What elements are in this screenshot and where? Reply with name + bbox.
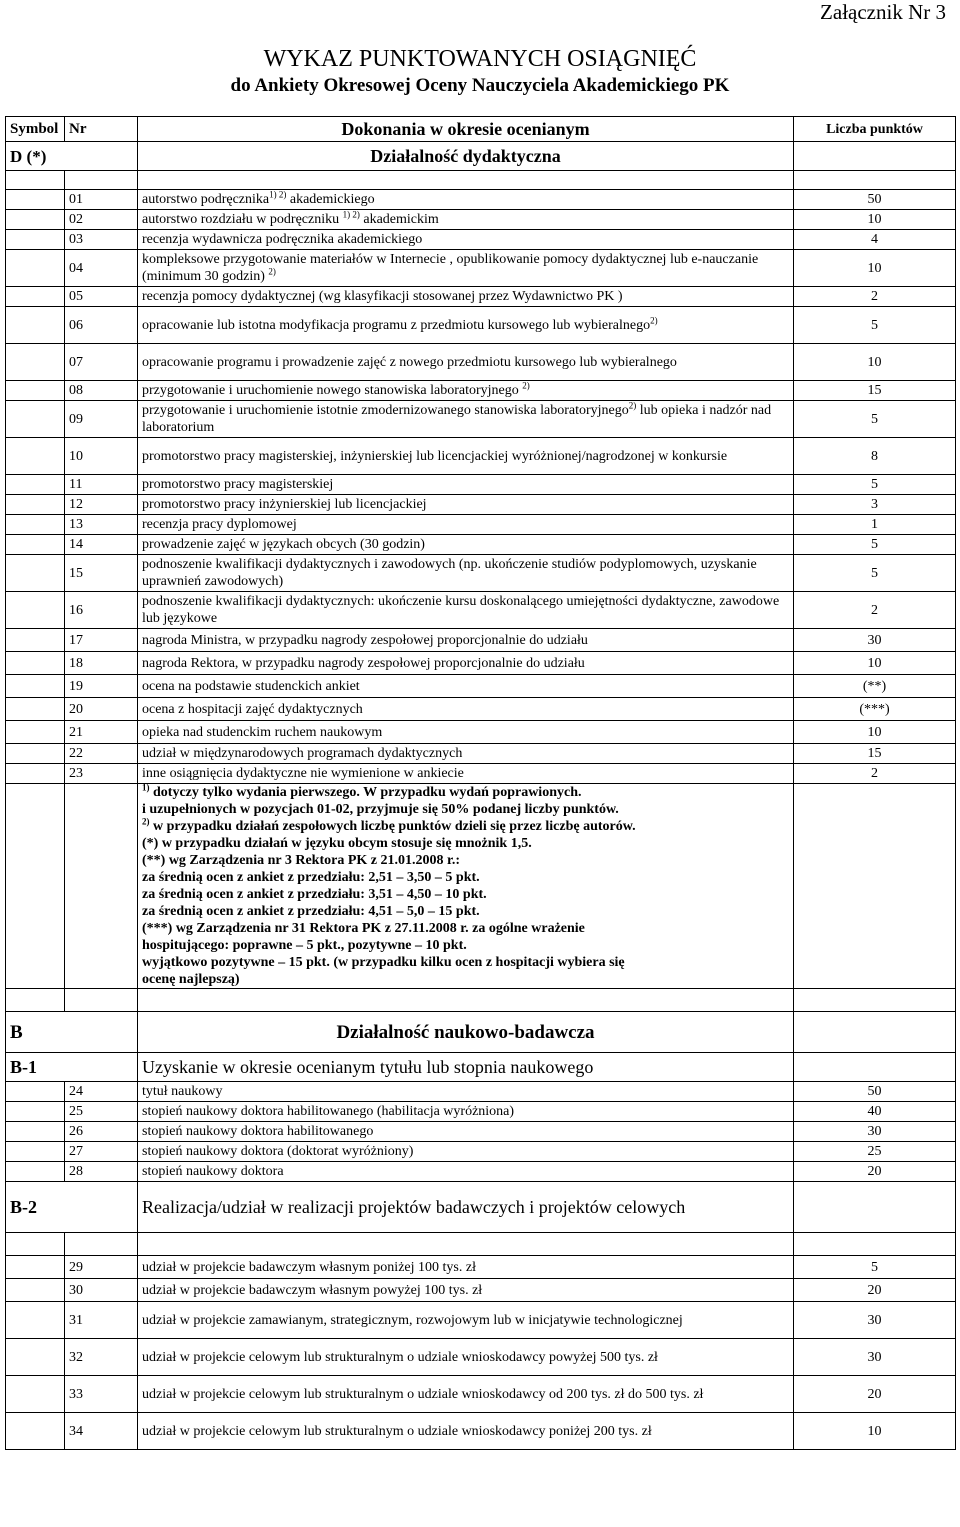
- row-nr: 13: [65, 515, 138, 535]
- note-line: [142, 801, 789, 818]
- row-nr: 15: [65, 555, 138, 592]
- header-activity: Dokonania w okresie ocenianym: [138, 117, 794, 142]
- section-b-row: [6, 1012, 956, 1053]
- footnote-ref: 2): [268, 266, 276, 277]
- row-points: 2: [794, 287, 956, 307]
- row-nr: 17: [65, 629, 138, 652]
- row-activity: [138, 438, 794, 475]
- blank-cell: [65, 1233, 138, 1256]
- blank-row: [6, 171, 956, 190]
- row-nr: 29: [65, 1256, 138, 1279]
- row-nr: 08: [65, 381, 138, 401]
- table-row: [6, 592, 956, 629]
- note-text: w przypadku działań zespołowych liczbę punktów dzieli się przez liczbę autorów.: [149, 819, 636, 834]
- note-line: [142, 954, 789, 971]
- row-activity: stopień naukowy doktora (doktorat wyróżniony): [138, 1142, 794, 1162]
- blank-cell: [794, 171, 956, 190]
- row-activity: [138, 764, 794, 784]
- row-symbol: [6, 287, 65, 307]
- activity-text-cont: akademickiego: [286, 192, 375, 207]
- row-activity: [138, 230, 794, 250]
- row-points: 40: [794, 1102, 956, 1122]
- section-b2-points: [794, 1182, 956, 1233]
- table-row: [6, 210, 956, 230]
- row-activity: [138, 652, 794, 675]
- footnote-ref: 1) 2): [269, 189, 287, 200]
- row-points: 15: [794, 744, 956, 764]
- row-points: 20: [794, 1279, 956, 1302]
- section-b-symbol: B: [6, 1012, 138, 1053]
- header-row: [6, 117, 956, 142]
- footnote-ref: 2): [628, 400, 637, 411]
- blank-cell: [6, 171, 65, 190]
- row-symbol: [6, 401, 65, 438]
- row-activity: [138, 592, 794, 629]
- activity-text: inne osiągnięcia dydaktyczne nie wymienione w ankiecie: [142, 766, 464, 781]
- row-activity: udział w projekcie celowym lub strukturalnym o udziale wnioskodawcy od 200 tys. zł do 500 tys. zł: [138, 1376, 794, 1413]
- section-b2-row: [6, 1182, 956, 1233]
- table-row: [6, 438, 956, 475]
- row-nr: 04: [65, 250, 138, 287]
- row-activity: [138, 344, 794, 381]
- note-text: za średnią ocen z ankiet z przedziału: 3,51 – 4,50 – 10 pkt.: [142, 887, 487, 902]
- section-d-points: [794, 142, 956, 171]
- section-d-title: Działalność dydaktyczna: [138, 142, 794, 171]
- blank-cell: [138, 171, 794, 190]
- header-symbol: Symbol: [6, 117, 65, 142]
- table-row: [6, 1413, 956, 1450]
- row-activity: stopień naukowy doktora habilitowanego (habilitacja wyróżniona): [138, 1102, 794, 1122]
- table-row: [6, 287, 956, 307]
- row-symbol: [6, 652, 65, 675]
- row-nr: 24: [65, 1082, 138, 1102]
- row-activity: [138, 495, 794, 515]
- blank-cell: [138, 1233, 794, 1256]
- note-text: za średnią ocen z ankiet z przedziału: 2,51 – 3,50 – 5 pkt.: [142, 870, 480, 885]
- activity-text: ocena z hospitacji zajęć dydaktycznych: [142, 701, 363, 717]
- row-points: 4: [794, 230, 956, 250]
- row-symbol: [6, 1142, 65, 1162]
- row-nr: 01: [65, 190, 138, 210]
- activity-text: udział w międzynarodowych programach dydaktycznych: [142, 746, 463, 761]
- row-activity: [138, 210, 794, 230]
- notes-cell: [138, 784, 794, 989]
- table-row: [6, 250, 956, 287]
- row-activity: [138, 721, 794, 744]
- row-symbol: [6, 230, 65, 250]
- row-nr: 21: [65, 721, 138, 744]
- section-b1-title: Uzyskanie w okresie ocenianym tytułu lub stopnia naukowego: [138, 1053, 794, 1082]
- note-line: [142, 920, 789, 937]
- table-row: [6, 1122, 956, 1142]
- row-activity: [138, 307, 794, 344]
- row-symbol: [6, 1302, 65, 1339]
- table-row: [6, 652, 956, 675]
- row-activity: udział w projekcie celowym lub strukturalnym o udziale wnioskodawcy powyżej 500 tys. zł: [138, 1339, 794, 1376]
- row-symbol: [6, 1279, 65, 1302]
- note-text: i uzupełnionych w pozycjach 01-02, przyjmuje się 50% podanej liczby punktów.: [142, 802, 619, 817]
- row-nr: 09: [65, 401, 138, 438]
- row-activity: udział w projekcie badawczym własnym poniżej 100 tys. zł: [138, 1256, 794, 1279]
- row-symbol: [6, 344, 65, 381]
- row-nr: 32: [65, 1339, 138, 1376]
- row-points: 5: [794, 535, 956, 555]
- row-points: 20: [794, 1162, 956, 1182]
- section-d-symbol: D (*): [6, 142, 138, 171]
- row-symbol: [6, 1102, 65, 1122]
- header-points: Liczba punktów: [794, 117, 956, 142]
- table-row: [6, 381, 956, 401]
- activity-text: opracowanie lub istotna modyfikacja programu z przedmiotu kursowego lub wybieralnego: [142, 317, 651, 333]
- row-points: 30: [794, 1339, 956, 1376]
- activity-text: nagroda Rektora, w przypadku nagrody zespołowej proporcjonalnie do udziału: [142, 655, 585, 671]
- row-symbol: [6, 1122, 65, 1142]
- row-points: 10: [794, 652, 956, 675]
- blank-cell: [138, 989, 794, 1012]
- row-nr: 07: [65, 344, 138, 381]
- note-text: dotyczy tylko wydania pierwszego. W przypadku wydań poprawionych.: [149, 785, 582, 800]
- document-title: WYKAZ PUNKTOWANYCH OSIĄGNIĘĆ: [263, 46, 697, 72]
- row-symbol: [6, 764, 65, 784]
- notes-row: [6, 784, 956, 989]
- note-line: [142, 886, 789, 903]
- note-text: (***) wg Zarządzenia nr 31 Rektora PK z 27.11.2008 r. za ogólne wrażenie: [142, 921, 585, 936]
- section-b1-symbol: B-1: [6, 1053, 138, 1082]
- note-line: [142, 903, 789, 920]
- row-points: 10: [794, 210, 956, 230]
- row-activity: stopień naukowy doktora: [138, 1162, 794, 1182]
- note-text: wyjątkowo pozytywne – 15 pkt. (w przypadku kilku ocen z hospitacji wybiera się: [142, 955, 625, 970]
- row-symbol: [6, 250, 65, 287]
- table-row: [6, 744, 956, 764]
- row-activity: udział w projekcie badawczym własnym powyżej 100 tys. zł: [138, 1279, 794, 1302]
- row-symbol: [6, 698, 65, 721]
- row-nr: 02: [65, 210, 138, 230]
- row-symbol: [6, 744, 65, 764]
- row-symbol: [6, 438, 65, 475]
- row-symbol: [6, 515, 65, 535]
- row-points: 30: [794, 629, 956, 652]
- section-b-title: Działalność naukowo-badawcza: [138, 1012, 794, 1053]
- activity-text: autorstwo rozdziału w podręczniku: [142, 212, 343, 227]
- row-nr: 03: [65, 230, 138, 250]
- row-symbol: [6, 307, 65, 344]
- note-marker: 1): [142, 782, 150, 793]
- table-row: [6, 344, 956, 381]
- row-activity: [138, 555, 794, 592]
- table-row: [6, 1256, 956, 1279]
- row-nr: 05: [65, 287, 138, 307]
- row-points: 3: [794, 495, 956, 515]
- row-points: (**): [794, 675, 956, 698]
- activity-text: podnoszenie kwalifikacji dydaktycznych i zawodowych (np. ukończenie studiów podyplomowych, uzyskanie uprawnień zawodowych): [142, 557, 757, 589]
- row-points: 2: [794, 592, 956, 629]
- section-b2-title: Realizacja/udział w realizacji projektów badawczych i projektów celowych: [138, 1182, 794, 1233]
- row-points: 30: [794, 1302, 956, 1339]
- note-text: za średnią ocen z ankiet z przedziału: 4,51 – 5,0 – 15 pkt.: [142, 904, 480, 919]
- note-marker: 2): [142, 816, 150, 827]
- row-nr: 23: [65, 764, 138, 784]
- activity-text: przygotowanie i uruchomienie nowego stanowiska laboratoryjnego: [142, 383, 523, 398]
- table-row: [6, 1302, 956, 1339]
- section-d-row: [6, 142, 956, 171]
- row-symbol: [6, 592, 65, 629]
- section-b2-symbol: B-2: [6, 1182, 138, 1233]
- table-row: [6, 495, 956, 515]
- note-line: [142, 818, 789, 835]
- table-row: [6, 1142, 956, 1162]
- table-row: [6, 555, 956, 592]
- achievements-table: [5, 116, 956, 1450]
- table-row: [6, 764, 956, 784]
- blank-cell: [6, 989, 65, 1012]
- row-nr: 31: [65, 1302, 138, 1339]
- activity-text: autorstwo podręcznika: [142, 192, 270, 207]
- row-nr: 28: [65, 1162, 138, 1182]
- row-activity: [138, 744, 794, 764]
- note-line: [142, 835, 789, 852]
- activity-text: recenzja pomocy dydaktycznej (wg klasyfikacji stosowanej przez Wydawnictwo PK ): [142, 289, 623, 304]
- table-row: [6, 1279, 956, 1302]
- row-points: 5: [794, 1256, 956, 1279]
- activity-text: promotorstwo pracy magisterskiej: [142, 477, 334, 492]
- row-points: 50: [794, 190, 956, 210]
- table-row: [6, 475, 956, 495]
- blank-row: [6, 1233, 956, 1256]
- activity-text: opieka nad studenckim ruchem naukowym: [142, 724, 383, 740]
- row-activity: [138, 629, 794, 652]
- blank-cell: [794, 1233, 956, 1256]
- row-activity: [138, 190, 794, 210]
- table-row: [6, 1339, 956, 1376]
- row-activity: stopień naukowy doktora habilitowanego: [138, 1122, 794, 1142]
- row-symbol: [6, 555, 65, 592]
- row-nr: 10: [65, 438, 138, 475]
- header-nr: Nr: [65, 117, 138, 142]
- notes-symbol: [6, 784, 65, 989]
- row-nr: 14: [65, 535, 138, 555]
- note-text: hospitującego: poprawne – 5 pkt., pozytywne – 10 pkt.: [142, 938, 467, 953]
- row-symbol: [6, 629, 65, 652]
- row-points: 5: [794, 555, 956, 592]
- activity-text: ocena na podstawie studenckich ankiet: [142, 678, 360, 694]
- blank-cell: [794, 989, 956, 1012]
- row-symbol: [6, 535, 65, 555]
- note-line: [142, 971, 789, 988]
- row-activity: [138, 287, 794, 307]
- activity-text: nagroda Ministra, w przypadku nagrody zespołowej proporcjonalnie do udziału: [142, 632, 588, 648]
- table-row: [6, 1376, 956, 1413]
- row-points: 5: [794, 475, 956, 495]
- row-nr: 06: [65, 307, 138, 344]
- row-activity: [138, 515, 794, 535]
- footnote-ref: 2): [522, 380, 530, 391]
- row-activity: [138, 698, 794, 721]
- row-points: 2: [794, 764, 956, 784]
- row-activity: [138, 250, 794, 287]
- row-activity: [138, 381, 794, 401]
- table-row: [6, 1082, 956, 1102]
- row-symbol: [6, 1413, 65, 1450]
- table-row: [6, 535, 956, 555]
- note-line: [142, 869, 789, 886]
- notes-points: [794, 784, 956, 989]
- row-points: 10: [794, 721, 956, 744]
- row-points: 25: [794, 1142, 956, 1162]
- row-activity: [138, 401, 794, 438]
- activity-text: recenzja pracy dyplomowej: [142, 517, 297, 532]
- activity-text-cont: akademickim: [359, 212, 439, 227]
- note-line: [142, 784, 789, 801]
- row-points: 15: [794, 381, 956, 401]
- section-b1-row: [6, 1053, 956, 1082]
- row-points: 20: [794, 1376, 956, 1413]
- activity-text: opracowanie programu i prowadzenie zajęć z nowego przedmiotu kursowego lub wybieralnego: [142, 354, 677, 370]
- activity-text: recenzja wydawnicza podręcznika akademickiego: [142, 232, 423, 247]
- row-symbol: [6, 721, 65, 744]
- row-points: (***): [794, 698, 956, 721]
- row-symbol: [6, 210, 65, 230]
- activity-text: promotorstwo pracy magisterskiej, inżynierskiej lub licencjackiej wyróżnionej/nagrodzonej w konkursie: [142, 448, 728, 464]
- row-points: 1: [794, 515, 956, 535]
- note-text: ocenę najlepszą): [142, 972, 240, 987]
- section-b-points: [794, 1012, 956, 1053]
- table-row: [6, 721, 956, 744]
- blank-row: [6, 989, 956, 1012]
- row-activity: [138, 675, 794, 698]
- table-row: [6, 401, 956, 438]
- row-nr: 25: [65, 1102, 138, 1122]
- table-row: [6, 1102, 956, 1122]
- table-row: [6, 230, 956, 250]
- blank-cell: [6, 1233, 65, 1256]
- table-row: [6, 1162, 956, 1182]
- row-points: 5: [794, 307, 956, 344]
- row-symbol: [6, 1162, 65, 1182]
- table-row: [6, 675, 956, 698]
- activity-text: prowadzenie zajęć w językach obcych (30 godzin): [142, 537, 425, 552]
- row-nr: 18: [65, 652, 138, 675]
- blank-cell: [65, 171, 138, 190]
- row-nr: 30: [65, 1279, 138, 1302]
- row-points: 8: [794, 438, 956, 475]
- row-nr: 33: [65, 1376, 138, 1413]
- row-symbol: [6, 381, 65, 401]
- row-activity: udział w projekcie zamawianym, strategicznym, rozwojowym lub w inicjatywie technologicznej: [138, 1302, 794, 1339]
- activity-text-cont: lub opieka i nadzór nad laboratorium: [142, 403, 772, 435]
- table-row: [6, 515, 956, 535]
- row-symbol: [6, 1256, 65, 1279]
- footnote-ref: 1) 2): [342, 209, 360, 220]
- row-activity: [138, 535, 794, 555]
- row-symbol: [6, 495, 65, 515]
- row-nr: 22: [65, 744, 138, 764]
- row-activity: udział w projekcie celowym lub strukturalnym o udziale wnioskodawcy poniżej 200 tys. zł: [138, 1413, 794, 1450]
- row-symbol: [6, 1082, 65, 1102]
- annex-label: Załącznik Nr 3: [820, 0, 946, 24]
- row-points: 10: [794, 1413, 956, 1450]
- row-symbol: [6, 675, 65, 698]
- row-nr: 11: [65, 475, 138, 495]
- row-activity: [138, 475, 794, 495]
- note-text: (*) w przypadku działań w języku obcym stosuje się mnożnik 1,5.: [142, 836, 532, 851]
- activity-text: przygotowanie i uruchomienie istotnie zmodernizowanego stanowiska laboratoryjnego: [142, 403, 629, 418]
- row-points: 10: [794, 344, 956, 381]
- row-points: 10: [794, 250, 956, 287]
- activity-text: podnoszenie kwalifikacji dydaktycznych: ukończenie kursu doskonalącego umiejętności dydaktyczne, zawodowe lub językowe: [142, 594, 780, 626]
- table-row: [6, 190, 956, 210]
- footnote-ref: 2): [650, 314, 658, 325]
- row-points: 5: [794, 401, 956, 438]
- row-nr: 19: [65, 675, 138, 698]
- notes-nr: [65, 784, 138, 989]
- row-nr: 34: [65, 1413, 138, 1450]
- note-line: [142, 852, 789, 869]
- blank-cell: [65, 989, 138, 1012]
- row-symbol: [6, 475, 65, 495]
- section-b1-points: [794, 1053, 956, 1082]
- document-subtitle: do Ankiety Okresowej Oceny Nauczyciela Akademickiego PK: [230, 75, 730, 96]
- row-symbol: [6, 1339, 65, 1376]
- note-text: (**) wg Zarządzenia nr 3 Rektora PK z 21.01.2008 r.:: [142, 853, 461, 868]
- row-symbol: [6, 190, 65, 210]
- row-nr: 26: [65, 1122, 138, 1142]
- row-nr: 12: [65, 495, 138, 515]
- row-nr: 16: [65, 592, 138, 629]
- row-symbol: [6, 1376, 65, 1413]
- row-activity: tytuł naukowy: [138, 1082, 794, 1102]
- row-points: 30: [794, 1122, 956, 1142]
- note-line: [142, 937, 789, 954]
- row-nr: 20: [65, 698, 138, 721]
- activity-text: kompleksowe przygotowanie materiałów w Internecie , opublikowanie pomocy dydaktycznej lub e-nauczanie (minimum 30 godzin): [142, 252, 759, 284]
- activity-text: promotorstwo pracy inżynierskiej lub licencjackiej: [142, 497, 427, 512]
- table-row: [6, 307, 956, 344]
- table-row: [6, 698, 956, 721]
- row-points: 50: [794, 1082, 956, 1102]
- table-row: [6, 629, 956, 652]
- row-nr: 27: [65, 1142, 138, 1162]
